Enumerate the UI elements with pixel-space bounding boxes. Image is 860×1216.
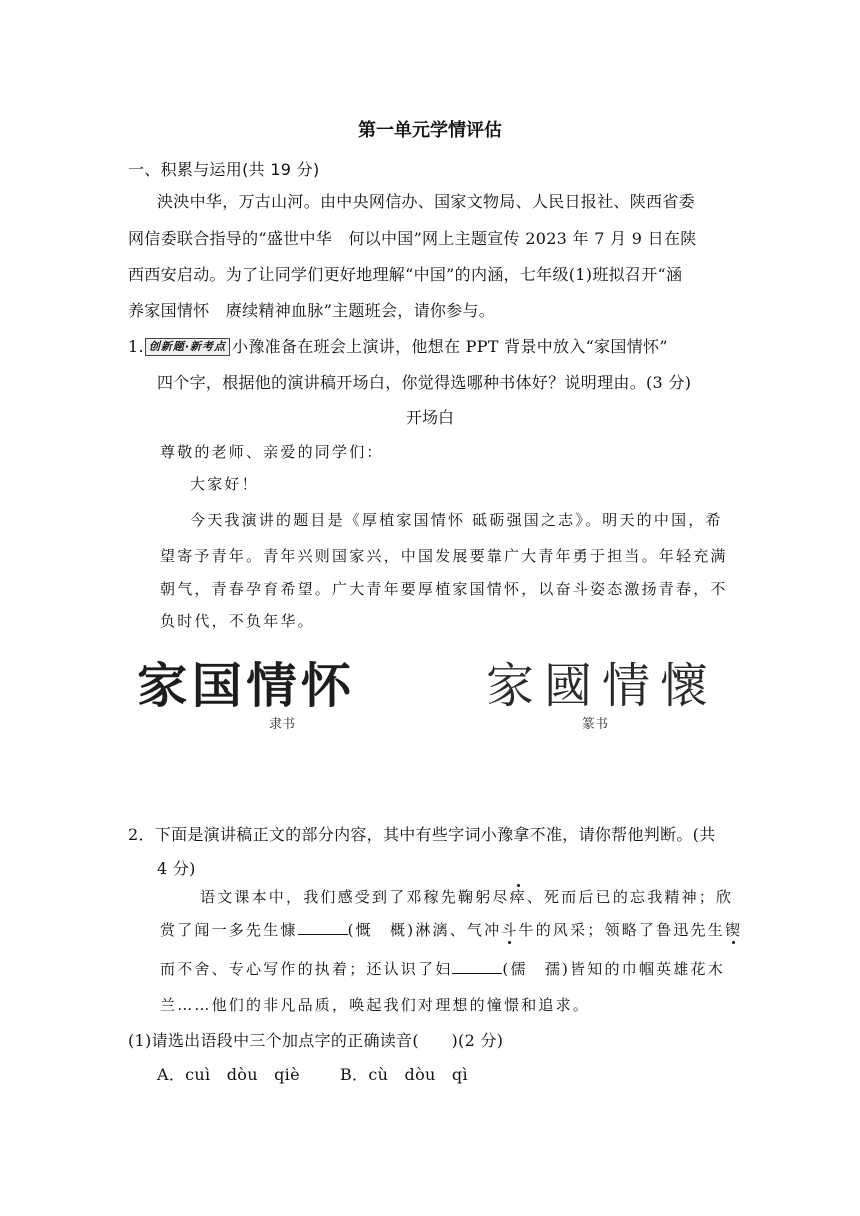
question-number: 1. [128,337,144,356]
sub-question-1: (1)请选出语段中三个加点字的正确读音( )(2 分) [128,1031,504,1050]
speech-greeting: 尊敬的老师、亲爱的同学们： [160,443,384,461]
lishu-calligraphy-image: 家国情怀 [137,658,356,714]
question-1-text: 小豫准备在班会上演讲，他想在 PPT 背景中放入“家国情怀” [232,337,668,356]
option-b: B．cù dòu qì [340,1065,468,1084]
speech-title: 开场白 [405,408,454,427]
intro-line-1: 泱泱中华，万古山河。由中央网信办、国家文物局、人民日报社、陕西省委 [157,192,695,211]
passage-line-3: 而不舍、专心写作的执着；还认识了妇 (儒 孺)皆知的巾帼英雄花木 [160,960,725,978]
speech-hello: 大家好！ [190,475,259,493]
new-question-badge: 创新题·新考点 [145,338,230,356]
question-2-text-cont: 4 分) [157,859,196,878]
dotted-char: 瘁 [509,888,527,906]
fill-blank [298,920,348,935]
intro-line-3: 西西安启动。为了让同学们更好地理解“中国”的内涵，七年级(1)班拟召开“涵 [128,265,683,284]
speech-line: 朝气，青春孕育希望。广大青年要厚植家国情怀，以奋斗姿态激扬青春，不 [160,580,728,598]
question-2-text: 2．下面是演讲稿正文的部分内容，其中有些字词小豫拿不准，请你帮他判断。(共 [128,825,716,844]
dotted-char: 锲 [724,921,743,939]
option-a: A．cuì dòu qiè [157,1065,300,1084]
dotted-char: 斗 [501,921,519,939]
question-1 [128,334,668,357]
passage-line-4: 兰……他们的非凡品质，唤起我们对理想的憧憬和追求。 [160,996,591,1014]
zhuanshu-caption: 篆书 [582,717,609,732]
speech-line: 望寄予青年。青年兴则国家兴，中国发展要靠广大青年勇于担当。年轻充满 [160,547,728,565]
page-title: 第一单元学情评估 [358,120,502,141]
question-1-text-cont: 四个字，根据他的演讲稿开场白，你觉得选哪种书体好？说明理由。(3 分) [157,373,692,392]
speech-line: 今天我演讲的题目是《厚植家国情怀 砥砺强国之志》。明天的中国，希 [190,511,723,529]
section-heading: 一、积累与运用(共 19 分) [128,160,320,179]
fill-blank [452,959,502,974]
lishu-caption: 隶书 [269,717,296,732]
intro-line-4: 养家国情怀 赓续精神血脉”主题班会，请你参与。 [128,301,496,320]
passage-line-2: 赏了闻一多先生慷 (慨 概)淋漓、气冲斗牛的风采；领略了鲁迅先生锲 [160,921,743,939]
speech-line: 负时代，不负年华。 [160,612,315,630]
intro-line-2: 网信委联合指导的“盛世中华 何以中国”网上主题宣传 2023 年 7 月 9 日在陕 [128,229,697,248]
passage-line-1: 语文课本中，我们感受到了邓稼先鞠躬尽瘁、死而后已的忘我精神；欣 [200,888,734,906]
zhuanshu-calligraphy-image: 家國情懷 [486,658,719,714]
